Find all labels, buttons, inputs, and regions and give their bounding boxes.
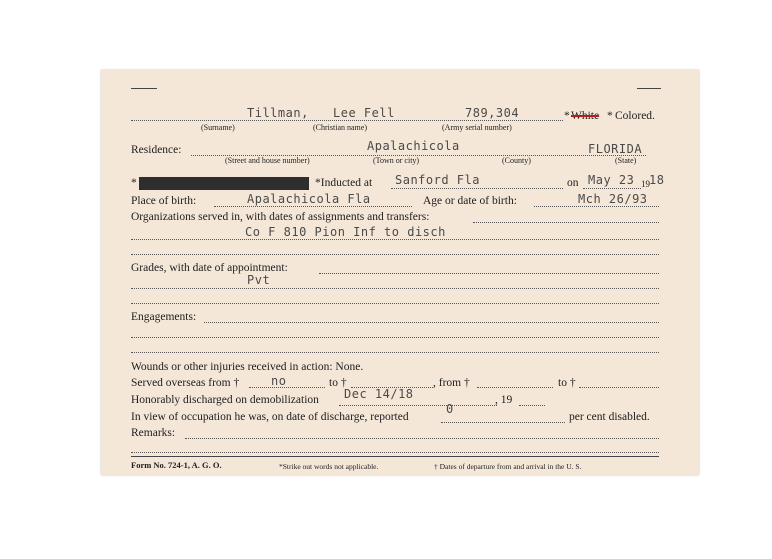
occupation-label: In view of occupation he was, on date of discharge, reported [131,411,409,423]
remarks-label: Remarks: [131,427,176,439]
to-label-2: to † [558,377,576,389]
percent-disabled-value: 0 [446,402,454,416]
inducted-date-value: May 23 [588,173,635,187]
dob-value: Mch 26/93 [578,192,648,206]
inducted-line [391,188,563,189]
served-return-to-line [579,387,659,388]
enlisted-options-redacted: *Enlisted * R. A. * N. G. * E. R. C. [139,177,309,190]
wounds-label: Wounds or other injuries received in action: None. [131,361,364,373]
inducted-place-value: Sanford Fla [395,173,480,187]
inducted-year-value: 18 [649,173,665,187]
from-label: , from † [433,377,470,389]
grades-line-3 [131,303,659,304]
christian-name-caption: (Christian name) [313,123,367,132]
discharged-line [339,405,497,406]
dob-label: Age or date of birth: [423,195,517,207]
residence-town-value: Apalachicola [367,139,460,153]
engagements-line-1 [204,322,659,323]
engagements-line-3 [131,352,659,353]
name-line [131,120,563,121]
discharged-year-line [519,405,545,406]
organizations-value: Co F 810 Pion Inf to disch [245,225,446,239]
engagements-label: Engagements: [131,311,197,323]
remarks-line-2 [131,452,659,453]
served-overseas-label: Served overseas from † [131,377,240,389]
discharged-date-value: Dec 14/18 [344,387,414,401]
place-of-birth-value: Apalachicola Fla [247,192,371,206]
discharged-year-label: , 19 [495,394,513,406]
to-label-1: to † [329,377,347,389]
served-overseas-from-value: no [271,374,287,388]
race-white: White [571,110,600,122]
grades-value: Pvt [247,273,271,287]
grades-line-1 [319,273,659,274]
grades-label: Grades, with date of appointment: [131,262,288,274]
year-prefix: 19 [641,179,650,189]
top-right-mark [637,88,661,89]
christian-name-value: Lee Fell [333,106,395,120]
engagements-line-2 [131,337,659,338]
residence-state-value: FLORIDA [588,142,643,156]
state-caption: (State) [615,156,637,165]
organizations-label: Organizations served in, with dates of assignments and transfers: [131,211,430,223]
top-left-mark [131,88,157,89]
service-record-card [101,70,699,475]
dates-note: † Dates of departure from and arrival in the U. S. [434,462,582,471]
served-overseas-from-line [249,387,325,388]
form-number: Form No. 724-1, A. G. O. [131,460,222,470]
grades-line-2 [131,288,659,289]
county-caption: (County) [502,156,531,165]
race-asterisk-colored: * [607,110,613,122]
percent-label: per cent disabled. [569,411,650,423]
percent-disabled-line [441,422,565,423]
residence-label: Residence: [131,144,182,156]
footer-rule [131,456,659,457]
remarks-line-1 [185,438,659,439]
race-asterisk-white: * [564,110,570,122]
race-colored: Colored. [615,110,655,122]
served-return-from-line [477,387,553,388]
strike-note: *Strike out words not applicable. [279,462,379,471]
dob-line [534,206,659,207]
surname-value: Tillman, [247,106,309,120]
inducted-date-line [583,188,641,189]
surname-caption: (Surname) [201,123,235,132]
on-label: on [567,177,579,189]
organizations-line-1 [473,222,659,223]
organizations-line-2 [131,239,659,240]
serial-number-value: 789,304 [465,106,520,120]
organizations-line-3 [131,254,659,255]
discharged-label: Honorably discharged on demobilization [131,394,319,406]
serial-number-caption: (Army serial number) [442,123,512,132]
enlisted-struck-asterisk: * [131,177,137,189]
place-of-birth-label: Place of birth: [131,195,197,207]
place-of-birth-line [214,206,412,207]
street-caption: (Street and house number) [225,156,310,165]
town-caption: (Town or city) [373,156,420,165]
inducted-label: *Inducted at [315,177,373,189]
